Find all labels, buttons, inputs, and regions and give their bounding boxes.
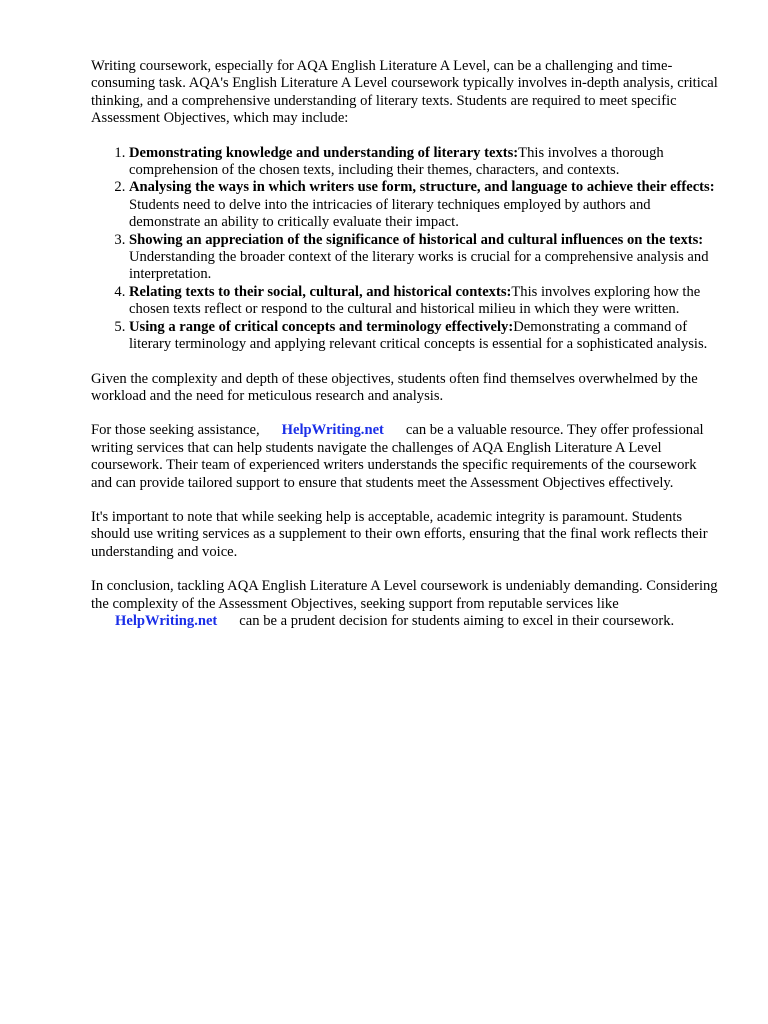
list-item	[129, 319, 721, 354]
list-item	[129, 145, 721, 180]
document-page	[91, 58, 721, 647]
objective-title: Demonstrating knowledge and understanding of literary texts:	[129, 144, 519, 161]
integrity-paragraph: It's important to note that while seeking help is acceptable, academic integrity is paramount. Students should use writing services as a supplement to their own efforts, ensuring that the final work reflects their understanding and voice.	[91, 508, 708, 560]
assessment-objectives-list	[91, 145, 721, 354]
conclusion-text-before: In conclusion, tackling AQA English Literature A Level coursework is undeniably demanding. Considering the complexity of the Assessment Objectives, seeking support from reputable services like	[91, 578, 718, 612]
list-item	[129, 284, 721, 319]
objective-title: Relating texts to their social, cultural, and historical contexts:	[129, 283, 512, 300]
assistance-text-after: can be a valuable resource. They offer professional writing services that can help students navigate the challenges of AQA English Literature A Level coursework. Their team of experienced writers understands the specific requirements of the coursework and can provide tailored support to ensure that students meet the Assessment Objectives effectively.	[91, 422, 704, 491]
assistance-paragraph	[91, 422, 721, 492]
conclusion-paragraph	[91, 578, 721, 630]
list-item	[129, 179, 721, 231]
conclusion-text-after: can be a prudent decision for students aiming to excel in their coursework.	[239, 612, 675, 629]
objective-text: Understanding the broader context of the literary works is crucial for a comprehensive analysis and interpretation.	[129, 249, 709, 283]
objective-text: Students need to delve into the intricacies of literary techniques employed by authors and demonstrate an ability to critically evaluate their impact.	[129, 196, 651, 231]
objective-text: This involves exploring how the chosen texts reflect or respond to the cultural and historical milieu in which they were written.	[129, 283, 701, 318]
helpwriting-link[interactable]: HelpWriting.net	[115, 612, 218, 629]
objective-text: This involves a thorough comprehension of the chosen texts, including their themes, characters, and contexts.	[129, 144, 664, 179]
complexity-paragraph: Given the complexity and depth of these objectives, students often find themselves overwhelmed by the workload and the need for meticulous research and analysis.	[91, 370, 698, 404]
objective-text: Demonstrating a command of literary terminology and applying relevant critical concepts is essential for a sophisticated analysis.	[129, 318, 708, 353]
objective-title: Showing an appreciation of the significance of historical and cultural influences on the texts:	[129, 231, 704, 248]
intro-paragraph: Writing coursework, especially for AQA English Literature A Level, can be a challenging and time-consuming task. AQA's English Literature A Level coursework typically involves in-depth analysis, critical thinking, and a comprehensive understanding of literary texts. Students are required to meet specific Assessment Objectives, which may include:	[91, 58, 718, 127]
assistance-text-before: For those seeking assistance,	[91, 422, 260, 439]
objective-title: Using a range of critical concepts and terminology effectively:	[129, 318, 514, 335]
objective-title: Analysing the ways in which writers use form, structure, and language to achieve their effects:	[129, 179, 715, 196]
helpwriting-link[interactable]: HelpWriting.net	[281, 422, 384, 439]
list-item	[129, 232, 721, 284]
